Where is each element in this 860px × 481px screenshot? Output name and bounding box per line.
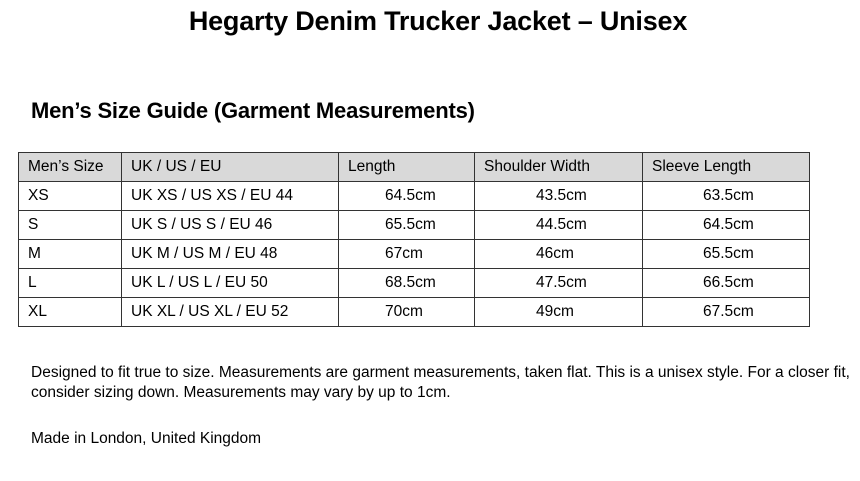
cell-shoulder-value: 44.5cm — [536, 216, 587, 233]
size-guide-heading: Men’s Size Guide (Garment Measurements) — [31, 98, 475, 123]
size-table — [18, 152, 810, 327]
cell-shoulder-width — [475, 182, 643, 211]
cell-code: UK XS / US XS / EU 44 — [122, 182, 339, 211]
cell-shoulder-value: 47.5cm — [536, 274, 587, 291]
cell-shoulder-width — [475, 298, 643, 327]
cell-code: UK M / US M / EU 48 — [122, 240, 339, 269]
header-mens-size: Men’s Size — [19, 153, 122, 182]
cell-sleeve-length — [643, 240, 810, 269]
cell-size: L — [19, 269, 122, 298]
cell-shoulder-value: 43.5cm — [536, 187, 587, 204]
cell-sleeve-length — [643, 182, 810, 211]
cell-size: S — [19, 211, 122, 240]
cell-size: XL — [19, 298, 122, 327]
cell-sleeve-value: 66.5cm — [703, 274, 754, 291]
page-title: Hegarty Denim Trucker Jacket – Unisex — [188, 6, 688, 36]
cell-sleeve-value: 65.5cm — [703, 245, 754, 262]
cell-shoulder-value: 46cm — [536, 245, 574, 262]
cell-shoulder-width — [475, 269, 643, 298]
header-sleeve-length: Sleeve Length — [643, 153, 810, 182]
header-length: Length — [339, 153, 475, 182]
header-uk-us-eu: UK / US / EU — [122, 153, 339, 182]
cell-sleeve-value: 64.5cm — [703, 216, 754, 233]
cell-code: UK XL / US XL / EU 52 — [122, 298, 339, 327]
cell-code: UK S / US S / EU 46 — [122, 211, 339, 240]
table-row — [19, 240, 810, 269]
cell-length-value: 70cm — [385, 303, 423, 320]
cell-length — [339, 298, 475, 327]
cell-length-value: 64.5cm — [385, 187, 436, 204]
cell-length — [339, 269, 475, 298]
cell-length — [339, 182, 475, 211]
cell-sleeve-value: 67.5cm — [703, 303, 754, 320]
cell-size: M — [19, 240, 122, 269]
cell-shoulder-width — [475, 240, 643, 269]
cell-length — [339, 240, 475, 269]
table-row — [19, 269, 810, 298]
cell-length — [339, 211, 475, 240]
fit-note: Designed to fit true to size. Measurements are garment measurements, taken flat. This is a unisex style. For a closer fit, consider sizing down. Measurements may vary by up to 1cm. — [31, 364, 850, 401]
cell-length-value: 65.5cm — [385, 216, 436, 233]
cell-shoulder-width — [475, 211, 643, 240]
table-header-row — [19, 153, 810, 182]
table-row — [19, 182, 810, 211]
origin-note: Made in London, United Kingdom — [31, 430, 262, 447]
table-row — [19, 211, 810, 240]
cell-code: UK L / US L / EU 50 — [122, 269, 339, 298]
cell-length-value: 67cm — [385, 245, 423, 262]
header-shoulder-width: Shoulder Width — [475, 153, 643, 182]
cell-sleeve-length — [643, 298, 810, 327]
cell-sleeve-length — [643, 211, 810, 240]
table-row — [19, 298, 810, 327]
cell-size: XS — [19, 182, 122, 211]
cell-sleeve-length — [643, 269, 810, 298]
cell-length-value: 68.5cm — [385, 274, 436, 291]
cell-sleeve-value: 63.5cm — [703, 187, 754, 204]
cell-shoulder-value: 49cm — [536, 303, 574, 320]
